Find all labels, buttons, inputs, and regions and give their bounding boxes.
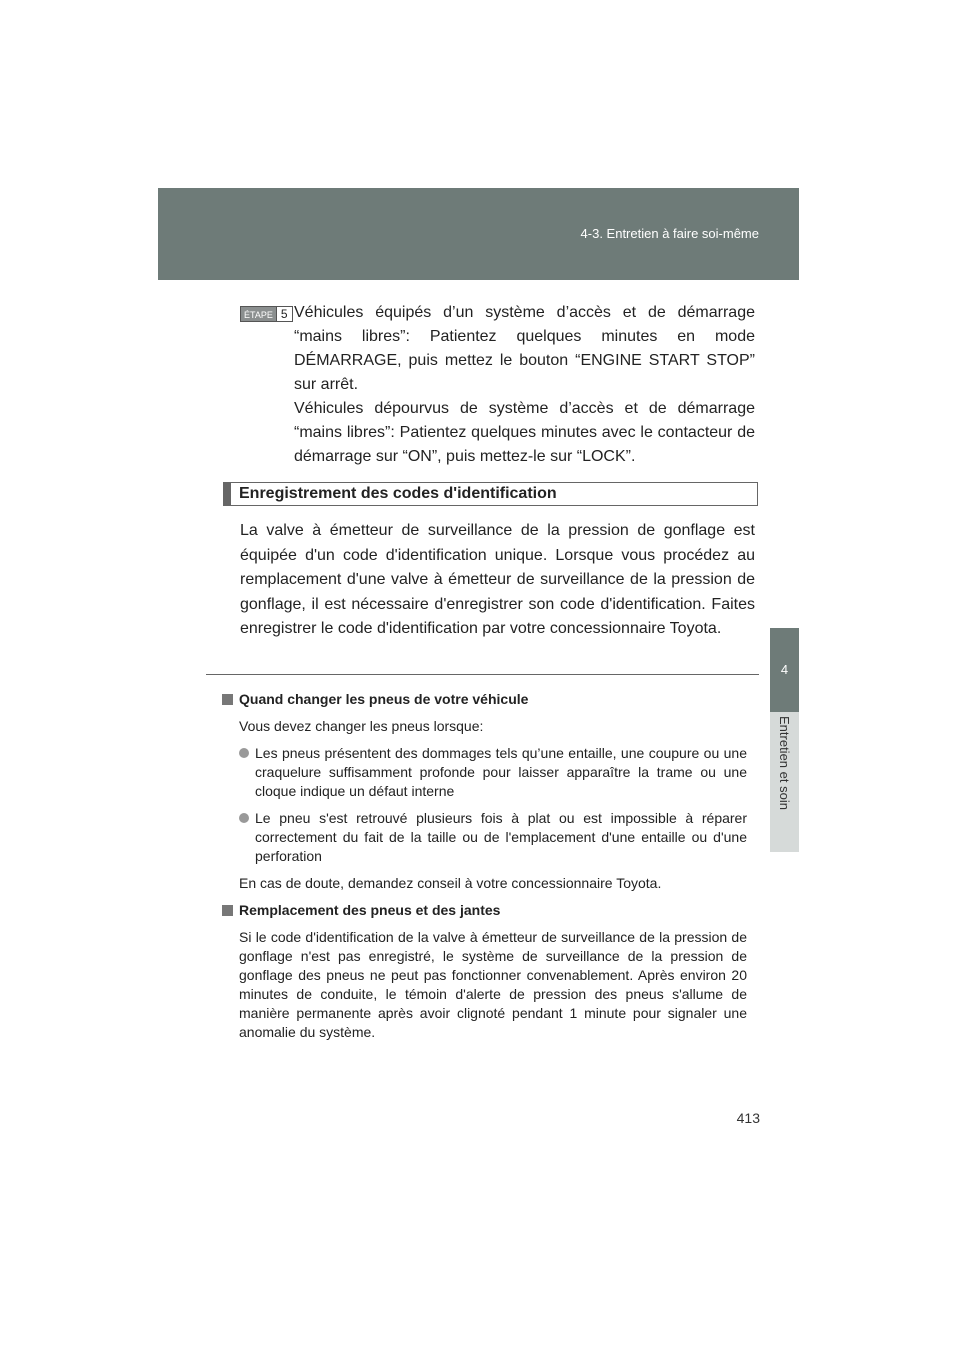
section-title: 4-3. Entretien à faire soi-même bbox=[580, 226, 759, 241]
section-heading-text: Enregistrement des codes d'identification bbox=[239, 485, 557, 502]
list-item-text: Les pneus présentent des dommages tels qu’une entaille, une coupure ou une craquelure suffisamment profonde pour laisser apparaître la trame ou une cloque indique un défaut interne bbox=[255, 745, 747, 799]
list-item-text: Le pneu s'est retrouvé plusieurs fois à plat ou est impossible à réparer correctement du fait de la taille ou de l'emplacement d'une entaille ou d'une perforation bbox=[255, 810, 747, 864]
chapter-label: Entretien et soin bbox=[777, 716, 792, 810]
note-title bbox=[222, 901, 747, 920]
notes bbox=[222, 690, 747, 1050]
square-bullet-icon bbox=[222, 905, 233, 916]
page-number: 413 bbox=[736, 1110, 760, 1126]
note-title bbox=[222, 690, 747, 709]
circle-bullet-icon bbox=[239, 813, 249, 823]
step-paragraph: Véhicules équipés d’un système d’accès et de démarrage “mains libres”: Patientez quelques minutes en mode DÉMARRAGE, puis mettez le bouton “ENGINE START STOP” sur arrêt. bbox=[294, 304, 755, 393]
chapter-number-tab: 4 bbox=[770, 628, 799, 712]
list-item bbox=[239, 809, 747, 866]
note-outro: En cas de doute, demandez conseil à votre concessionnaire Toyota. bbox=[239, 875, 662, 891]
note-title-text: Remplacement des pneus et des jantes bbox=[239, 902, 501, 918]
step-badge bbox=[240, 306, 293, 322]
step-paragraph: Véhicules dépourvus de système d’accès et de démarrage “mains libres”: Patientez quelques minutes avec le contacteur de démarrage sur “ON”, puis mettez-le sur “LOCK”. bbox=[294, 400, 755, 465]
section-body: La valve à émetteur de surveillance de la pression de gonflage est équipée d'un code d'identification unique. Lorsque vous procédez au remplacement d'une valve à émetteur de surveillance de la pression de gonflage, il est nécessaire d'enregistrer son code d'identification. Faites enregistrer le code d'identification par votre concessionnaire Toyota. bbox=[240, 522, 755, 637]
circle-bullet-icon bbox=[239, 748, 249, 758]
list-item bbox=[239, 744, 747, 801]
note-title-text: Quand changer les pneus de votre véhicule bbox=[239, 691, 529, 707]
page-header bbox=[158, 188, 799, 280]
note-intro: Vous devez changer les pneus lorsque: bbox=[239, 718, 484, 734]
step-text bbox=[294, 301, 755, 469]
note-body: Si le code d'identification de la valve à émetteur de surveillance de la pression de gonflage n'est pas enregistré, le système de surveillance de la pression de gonflage des pneus ne peut pas fonctionner convenablement. Après environ 20 minutes de conduite, le témoin d'alerte de pression des pneus s'allume de manière permanente après avoir clignoté pendant 1 minute pour signaler une anomalie du système. bbox=[239, 929, 747, 1040]
divider bbox=[206, 674, 759, 675]
step-badge-label: ÉTAPE bbox=[240, 306, 277, 322]
square-bullet-icon bbox=[222, 694, 233, 705]
section-heading bbox=[223, 482, 758, 506]
step-badge-number: 5 bbox=[277, 306, 293, 322]
